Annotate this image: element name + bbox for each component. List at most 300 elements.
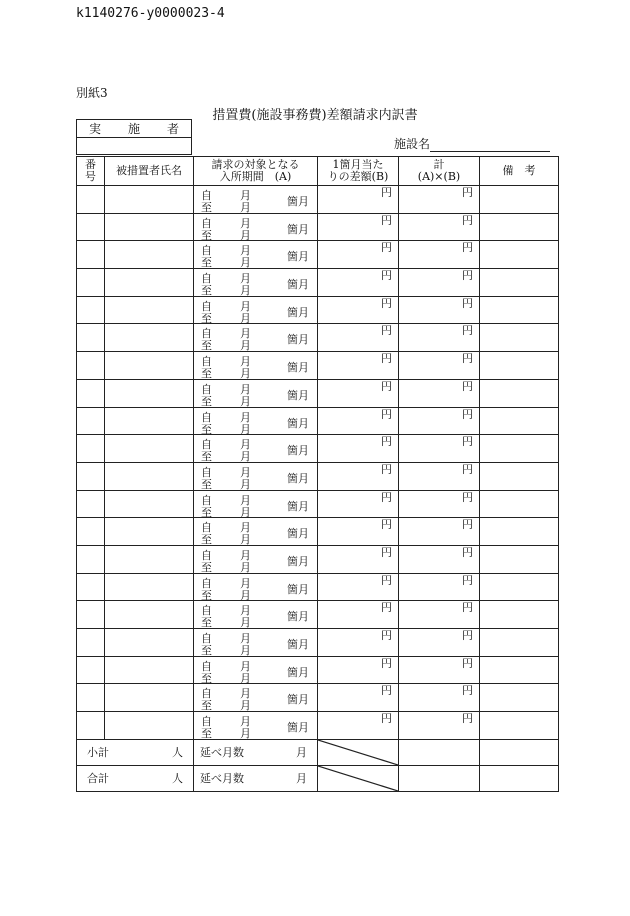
header-name: 被措置者氏名 [105, 157, 194, 186]
yen-unit: 円 [462, 545, 473, 559]
yen-unit: 円 [381, 213, 392, 227]
months-unit: 箇月 [287, 305, 309, 319]
from-month-label: 月 [240, 216, 251, 230]
row-monthly-diff-cell[interactable] [318, 379, 399, 407]
from-label: 自 [201, 632, 212, 645]
row-monthly-diff-cell[interactable] [318, 656, 399, 684]
from-month-label: 月 [240, 604, 251, 618]
months-unit: 箇月 [287, 222, 309, 236]
yen-unit: 円 [381, 269, 392, 283]
row-name-cell[interactable] [105, 573, 194, 601]
table-row [77, 241, 559, 269]
table-row [77, 684, 559, 712]
row-name-cell[interactable] [105, 213, 194, 241]
grandtotal-month-unit: 月 [296, 772, 307, 786]
table-header-row [77, 157, 559, 186]
row-total-cell[interactable] [399, 490, 480, 518]
from-month-label: 月 [240, 244, 251, 258]
yen-unit: 円 [381, 573, 392, 587]
header-remarks: 備 考 [480, 157, 559, 186]
row-number-cell[interactable] [77, 545, 105, 573]
from-label: 自 [201, 576, 212, 590]
row-number-cell[interactable] [77, 629, 105, 657]
yen-unit: 円 [381, 712, 392, 726]
header-total: 計 (A)×(B) [399, 157, 480, 186]
row-monthly-diff-cell[interactable] [318, 518, 399, 546]
row-remarks-cell[interactable] [480, 407, 559, 435]
from-label: 自 [201, 272, 212, 286]
from-label: 自 [201, 189, 212, 202]
subtotal-label: 小計 [87, 746, 109, 760]
row-monthly-diff-cell[interactable] [318, 352, 399, 380]
grandtotal-months-cell[interactable] [194, 765, 318, 791]
row-period-cell[interactable] [194, 435, 318, 463]
from-month-label: 月 [240, 521, 251, 535]
to-label: 至 [201, 450, 212, 464]
row-monthly-diff-cell[interactable] [318, 601, 399, 629]
row-monthly-diff-cell[interactable] [318, 629, 399, 657]
table-row [77, 490, 559, 518]
table-row [77, 712, 559, 740]
grandtotal-total-cell[interactable] [399, 765, 480, 791]
implementer-char-1: 実 [89, 122, 102, 136]
row-monthly-diff-cell[interactable] [318, 324, 399, 352]
row-total-cell[interactable] [399, 545, 480, 573]
subtotal-months-cell[interactable] [194, 739, 318, 765]
yen-unit: 円 [381, 684, 392, 698]
row-remarks-cell[interactable] [480, 629, 559, 657]
row-number-cell[interactable] [77, 684, 105, 712]
table-row [77, 324, 559, 352]
months-unit: 箇月 [287, 582, 309, 596]
row-name-cell[interactable] [105, 352, 194, 380]
header-monthly-diff: 1箇月当た りの差額(B) [318, 157, 399, 186]
row-name-cell[interactable] [105, 462, 194, 490]
row-total-cell[interactable] [399, 518, 480, 546]
from-month-label: 月 [240, 465, 251, 479]
row-number-cell[interactable] [77, 462, 105, 490]
from-month-label: 月 [240, 548, 251, 562]
to-label: 至 [201, 560, 212, 574]
row-number-cell[interactable] [77, 490, 105, 518]
row-number-cell[interactable] [77, 269, 105, 297]
row-monthly-diff-cell[interactable] [318, 241, 399, 269]
row-number-cell[interactable] [77, 573, 105, 601]
from-label: 自 [201, 521, 212, 535]
yen-unit: 円 [462, 379, 473, 393]
months-unit: 箇月 [287, 610, 309, 624]
facility-name-label: 施設名 [394, 137, 431, 151]
row-total-cell[interactable] [399, 296, 480, 324]
table-row [77, 435, 559, 463]
yen-unit: 円 [381, 241, 392, 255]
subtotal-persons-unit: 人 [172, 746, 183, 760]
yen-unit: 円 [381, 629, 392, 642]
row-period-cell[interactable] [194, 269, 318, 297]
row-period-cell[interactable] [194, 352, 318, 380]
row-remarks-cell[interactable] [480, 213, 559, 241]
grandtotal-cumulative-label: 延べ月数 [200, 772, 244, 786]
row-name-cell[interactable] [105, 269, 194, 297]
header-period: 請求の対象となる 入所期間 (A) [194, 157, 318, 186]
months-unit: 箇月 [287, 499, 309, 513]
to-label: 至 [201, 339, 212, 353]
row-remarks-cell[interactable] [480, 545, 559, 573]
to-label: 至 [201, 422, 212, 436]
row-monthly-diff-cell[interactable] [318, 573, 399, 601]
from-label: 自 [201, 715, 212, 729]
row-total-cell[interactable] [399, 435, 480, 463]
from-label: 自 [201, 216, 212, 230]
to-month-label: 月 [240, 588, 251, 602]
from-label: 自 [201, 355, 212, 369]
subtotal-total-cell[interactable] [399, 739, 480, 765]
from-label: 自 [201, 299, 212, 313]
row-number-cell[interactable] [77, 656, 105, 684]
row-number-cell[interactable] [77, 407, 105, 435]
grandtotal-remarks-cell[interactable] [480, 765, 559, 791]
facility-name-line[interactable] [430, 151, 550, 152]
row-number-cell[interactable] [77, 601, 105, 629]
grandtotal-row [77, 765, 559, 791]
yen-unit: 円 [462, 435, 473, 449]
row-remarks-cell[interactable] [480, 379, 559, 407]
row-total-cell[interactable] [399, 379, 480, 407]
row-name-cell[interactable] [105, 296, 194, 324]
row-name-cell[interactable] [105, 379, 194, 407]
from-label: 自 [201, 604, 212, 618]
yen-unit: 円 [462, 269, 473, 283]
row-period-cell[interactable] [194, 656, 318, 684]
implementer-char-3: 者 [166, 122, 179, 136]
table-row [77, 462, 559, 490]
from-label: 自 [201, 659, 212, 673]
row-name-cell[interactable] [105, 324, 194, 352]
row-monthly-diff-cell[interactable] [318, 269, 399, 297]
row-total-cell[interactable] [399, 462, 480, 490]
from-month-label: 月 [240, 382, 251, 396]
months-unit: 箇月 [287, 638, 309, 651]
table-row [77, 213, 559, 241]
to-label: 至 [201, 311, 212, 325]
table-row [77, 629, 559, 657]
from-month-label: 月 [240, 410, 251, 424]
document-title: 措置費(施設事務費)差額請求内訳書 [212, 108, 418, 123]
yen-unit: 円 [462, 573, 473, 587]
subtotal-diagonal-cell [318, 739, 399, 765]
months-unit: 箇月 [287, 250, 309, 264]
from-month-label: 月 [240, 687, 251, 701]
row-remarks-cell[interactable] [480, 518, 559, 546]
row-period-cell[interactable] [194, 573, 318, 601]
yen-unit: 円 [462, 684, 473, 698]
yen-unit: 円 [462, 656, 473, 670]
months-unit: 箇月 [287, 444, 309, 458]
to-label: 至 [201, 256, 212, 270]
implementer-box [76, 119, 192, 155]
row-total-cell[interactable] [399, 213, 480, 241]
row-remarks-cell[interactable] [480, 684, 559, 712]
row-name-cell[interactable] [105, 601, 194, 629]
row-number-cell[interactable] [77, 379, 105, 407]
row-number-cell[interactable] [77, 213, 105, 241]
row-monthly-diff-cell[interactable] [318, 435, 399, 463]
row-remarks-cell[interactable] [480, 656, 559, 684]
from-month-label: 月 [240, 299, 251, 313]
row-monthly-diff-cell[interactable] [318, 684, 399, 712]
table-row [77, 379, 559, 407]
row-total-cell[interactable] [399, 407, 480, 435]
months-unit: 箇月 [287, 527, 309, 541]
months-unit: 箇月 [287, 471, 309, 485]
to-label: 至 [201, 367, 212, 381]
to-label: 至 [201, 727, 212, 741]
to-month-label: 月 [240, 505, 251, 519]
from-label: 自 [201, 548, 212, 562]
table-row [77, 269, 559, 297]
row-period-cell[interactable] [194, 490, 318, 518]
to-month-label: 月 [240, 422, 251, 436]
months-unit: 箇月 [287, 278, 309, 292]
grandtotal-label-cell [77, 765, 194, 791]
row-total-cell[interactable] [399, 573, 480, 601]
row-remarks-cell[interactable] [480, 352, 559, 380]
row-name-cell[interactable] [105, 629, 194, 657]
row-remarks-cell[interactable] [480, 324, 559, 352]
from-month-label: 月 [240, 272, 251, 286]
yen-unit: 円 [462, 407, 473, 421]
months-unit: 箇月 [287, 361, 309, 375]
row-period-cell[interactable] [194, 241, 318, 269]
from-label: 自 [201, 465, 212, 479]
yen-unit: 円 [381, 407, 392, 421]
table-row [77, 573, 559, 601]
to-month-label: 月 [240, 560, 251, 574]
to-month-label: 月 [240, 311, 251, 325]
to-month-label: 月 [240, 256, 251, 270]
row-period-cell[interactable] [194, 296, 318, 324]
row-remarks-cell[interactable] [480, 490, 559, 518]
yen-unit: 円 [462, 712, 473, 726]
grandtotal-label: 合計 [87, 772, 109, 786]
yen-unit: 円 [462, 186, 473, 199]
row-period-cell[interactable] [194, 324, 318, 352]
from-label: 自 [201, 382, 212, 396]
months-unit: 箇月 [287, 388, 309, 402]
months-unit: 箇月 [287, 721, 309, 735]
yen-unit: 円 [381, 186, 392, 199]
header-number: 番 号 [77, 157, 105, 186]
row-number-cell[interactable] [77, 518, 105, 546]
yen-unit: 円 [381, 324, 392, 338]
row-remarks-cell[interactable] [480, 241, 559, 269]
yen-unit: 円 [462, 213, 473, 227]
yen-unit: 円 [462, 518, 473, 532]
breakdown-table [76, 156, 559, 792]
months-unit: 箇月 [287, 416, 309, 430]
row-name-cell[interactable] [105, 712, 194, 740]
to-month-label: 月 [240, 450, 251, 464]
table-row [77, 656, 559, 684]
yen-unit: 円 [462, 296, 473, 310]
row-monthly-diff-cell[interactable] [318, 296, 399, 324]
row-total-cell[interactable] [399, 656, 480, 684]
to-month-label: 月 [240, 284, 251, 298]
row-period-cell[interactable] [194, 186, 318, 214]
yen-unit: 円 [381, 352, 392, 366]
to-month-label: 月 [240, 339, 251, 353]
yen-unit: 円 [381, 601, 392, 615]
yen-unit: 円 [381, 296, 392, 310]
row-name-cell[interactable] [105, 241, 194, 269]
yen-unit: 円 [381, 462, 392, 476]
row-monthly-diff-cell[interactable] [318, 213, 399, 241]
yen-unit: 円 [462, 462, 473, 476]
months-unit: 箇月 [287, 693, 309, 707]
attachment-label: 別紙3 [76, 86, 108, 100]
row-remarks-cell[interactable] [480, 435, 559, 463]
from-month-label: 月 [240, 659, 251, 673]
row-period-cell[interactable] [194, 518, 318, 546]
row-remarks-cell[interactable] [480, 601, 559, 629]
row-monthly-diff-cell[interactable] [318, 407, 399, 435]
months-unit: 箇月 [287, 195, 309, 208]
table-row [77, 186, 559, 214]
row-total-cell[interactable] [399, 269, 480, 297]
table-row [77, 296, 559, 324]
row-number-cell[interactable] [77, 324, 105, 352]
row-number-cell[interactable] [77, 296, 105, 324]
row-name-cell[interactable] [105, 490, 194, 518]
months-unit: 箇月 [287, 665, 309, 679]
to-label: 至 [201, 644, 212, 657]
yen-unit: 円 [381, 656, 392, 670]
subtotal-label-cell [77, 739, 194, 765]
row-total-cell[interactable] [399, 712, 480, 740]
row-total-cell[interactable] [399, 684, 480, 712]
row-name-cell[interactable] [105, 656, 194, 684]
to-label: 至 [201, 505, 212, 519]
to-month-label: 月 [240, 644, 251, 657]
yen-unit: 円 [462, 490, 473, 504]
to-month-label: 月 [240, 477, 251, 491]
row-remarks-cell[interactable] [480, 573, 559, 601]
row-number-cell[interactable] [77, 712, 105, 740]
row-total-cell[interactable] [399, 324, 480, 352]
row-number-cell[interactable] [77, 241, 105, 269]
yen-unit: 円 [462, 601, 473, 615]
to-month-label: 月 [240, 699, 251, 713]
from-month-label: 月 [240, 189, 251, 202]
row-monthly-diff-cell[interactable] [318, 545, 399, 573]
row-period-cell[interactable] [194, 601, 318, 629]
from-label: 自 [201, 687, 212, 701]
row-remarks-cell[interactable] [480, 462, 559, 490]
row-monthly-diff-cell[interactable] [318, 186, 399, 214]
row-total-cell[interactable] [399, 186, 480, 214]
row-period-cell[interactable] [194, 684, 318, 712]
yen-unit: 円 [462, 324, 473, 338]
to-month-label: 月 [240, 367, 251, 381]
from-month-label: 月 [240, 493, 251, 507]
to-month-label: 月 [240, 727, 251, 741]
to-label: 至 [201, 616, 212, 630]
row-name-cell[interactable] [105, 518, 194, 546]
yen-unit: 円 [462, 352, 473, 366]
row-remarks-cell[interactable] [480, 186, 559, 214]
from-label: 自 [201, 244, 212, 258]
table-row [77, 601, 559, 629]
from-label: 自 [201, 438, 212, 452]
row-monthly-diff-cell[interactable] [318, 462, 399, 490]
row-period-cell[interactable] [194, 462, 318, 490]
from-month-label: 月 [240, 327, 251, 341]
to-label: 至 [201, 533, 212, 547]
document-id: k1140276-y0000023-4 [76, 6, 225, 21]
yen-unit: 円 [462, 629, 473, 642]
row-total-cell[interactable] [399, 352, 480, 380]
from-label: 自 [201, 410, 212, 424]
to-label: 至 [201, 201, 212, 214]
row-remarks-cell[interactable] [480, 269, 559, 297]
row-name-cell[interactable] [105, 435, 194, 463]
yen-unit: 円 [381, 379, 392, 393]
yen-unit: 円 [381, 518, 392, 532]
months-unit: 箇月 [287, 333, 309, 347]
to-month-label: 月 [240, 671, 251, 685]
grandtotal-persons-unit: 人 [172, 772, 183, 786]
row-name-cell[interactable] [105, 545, 194, 573]
yen-unit: 円 [381, 490, 392, 504]
row-number-cell[interactable] [77, 352, 105, 380]
row-period-cell[interactable] [194, 407, 318, 435]
row-period-cell[interactable] [194, 629, 318, 657]
from-month-label: 月 [240, 355, 251, 369]
subtotal-remarks-cell[interactable] [480, 739, 559, 765]
row-period-cell[interactable] [194, 379, 318, 407]
to-label: 至 [201, 671, 212, 685]
table-row [77, 518, 559, 546]
diagonal-line [318, 766, 398, 791]
to-label: 至 [201, 228, 212, 242]
row-total-cell[interactable] [399, 629, 480, 657]
to-label: 至 [201, 394, 212, 408]
row-monthly-diff-cell[interactable] [318, 712, 399, 740]
to-month-label: 月 [240, 228, 251, 242]
row-remarks-cell[interactable] [480, 296, 559, 324]
from-label: 自 [201, 327, 212, 341]
row-period-cell[interactable] [194, 213, 318, 241]
to-month-label: 月 [240, 201, 251, 214]
row-period-cell[interactable] [194, 545, 318, 573]
row-total-cell[interactable] [399, 601, 480, 629]
row-name-cell[interactable] [105, 407, 194, 435]
row-name-cell[interactable] [105, 684, 194, 712]
implementer-header [77, 120, 191, 138]
to-label: 至 [201, 699, 212, 713]
from-month-label: 月 [240, 438, 251, 452]
row-number-cell[interactable] [77, 435, 105, 463]
row-number-cell[interactable] [77, 186, 105, 214]
row-monthly-diff-cell[interactable] [318, 490, 399, 518]
row-name-cell[interactable] [105, 186, 194, 214]
row-period-cell[interactable] [194, 712, 318, 740]
table-row [77, 545, 559, 573]
months-unit: 箇月 [287, 554, 309, 568]
row-total-cell[interactable] [399, 241, 480, 269]
to-label: 至 [201, 284, 212, 298]
row-remarks-cell[interactable] [480, 712, 559, 740]
